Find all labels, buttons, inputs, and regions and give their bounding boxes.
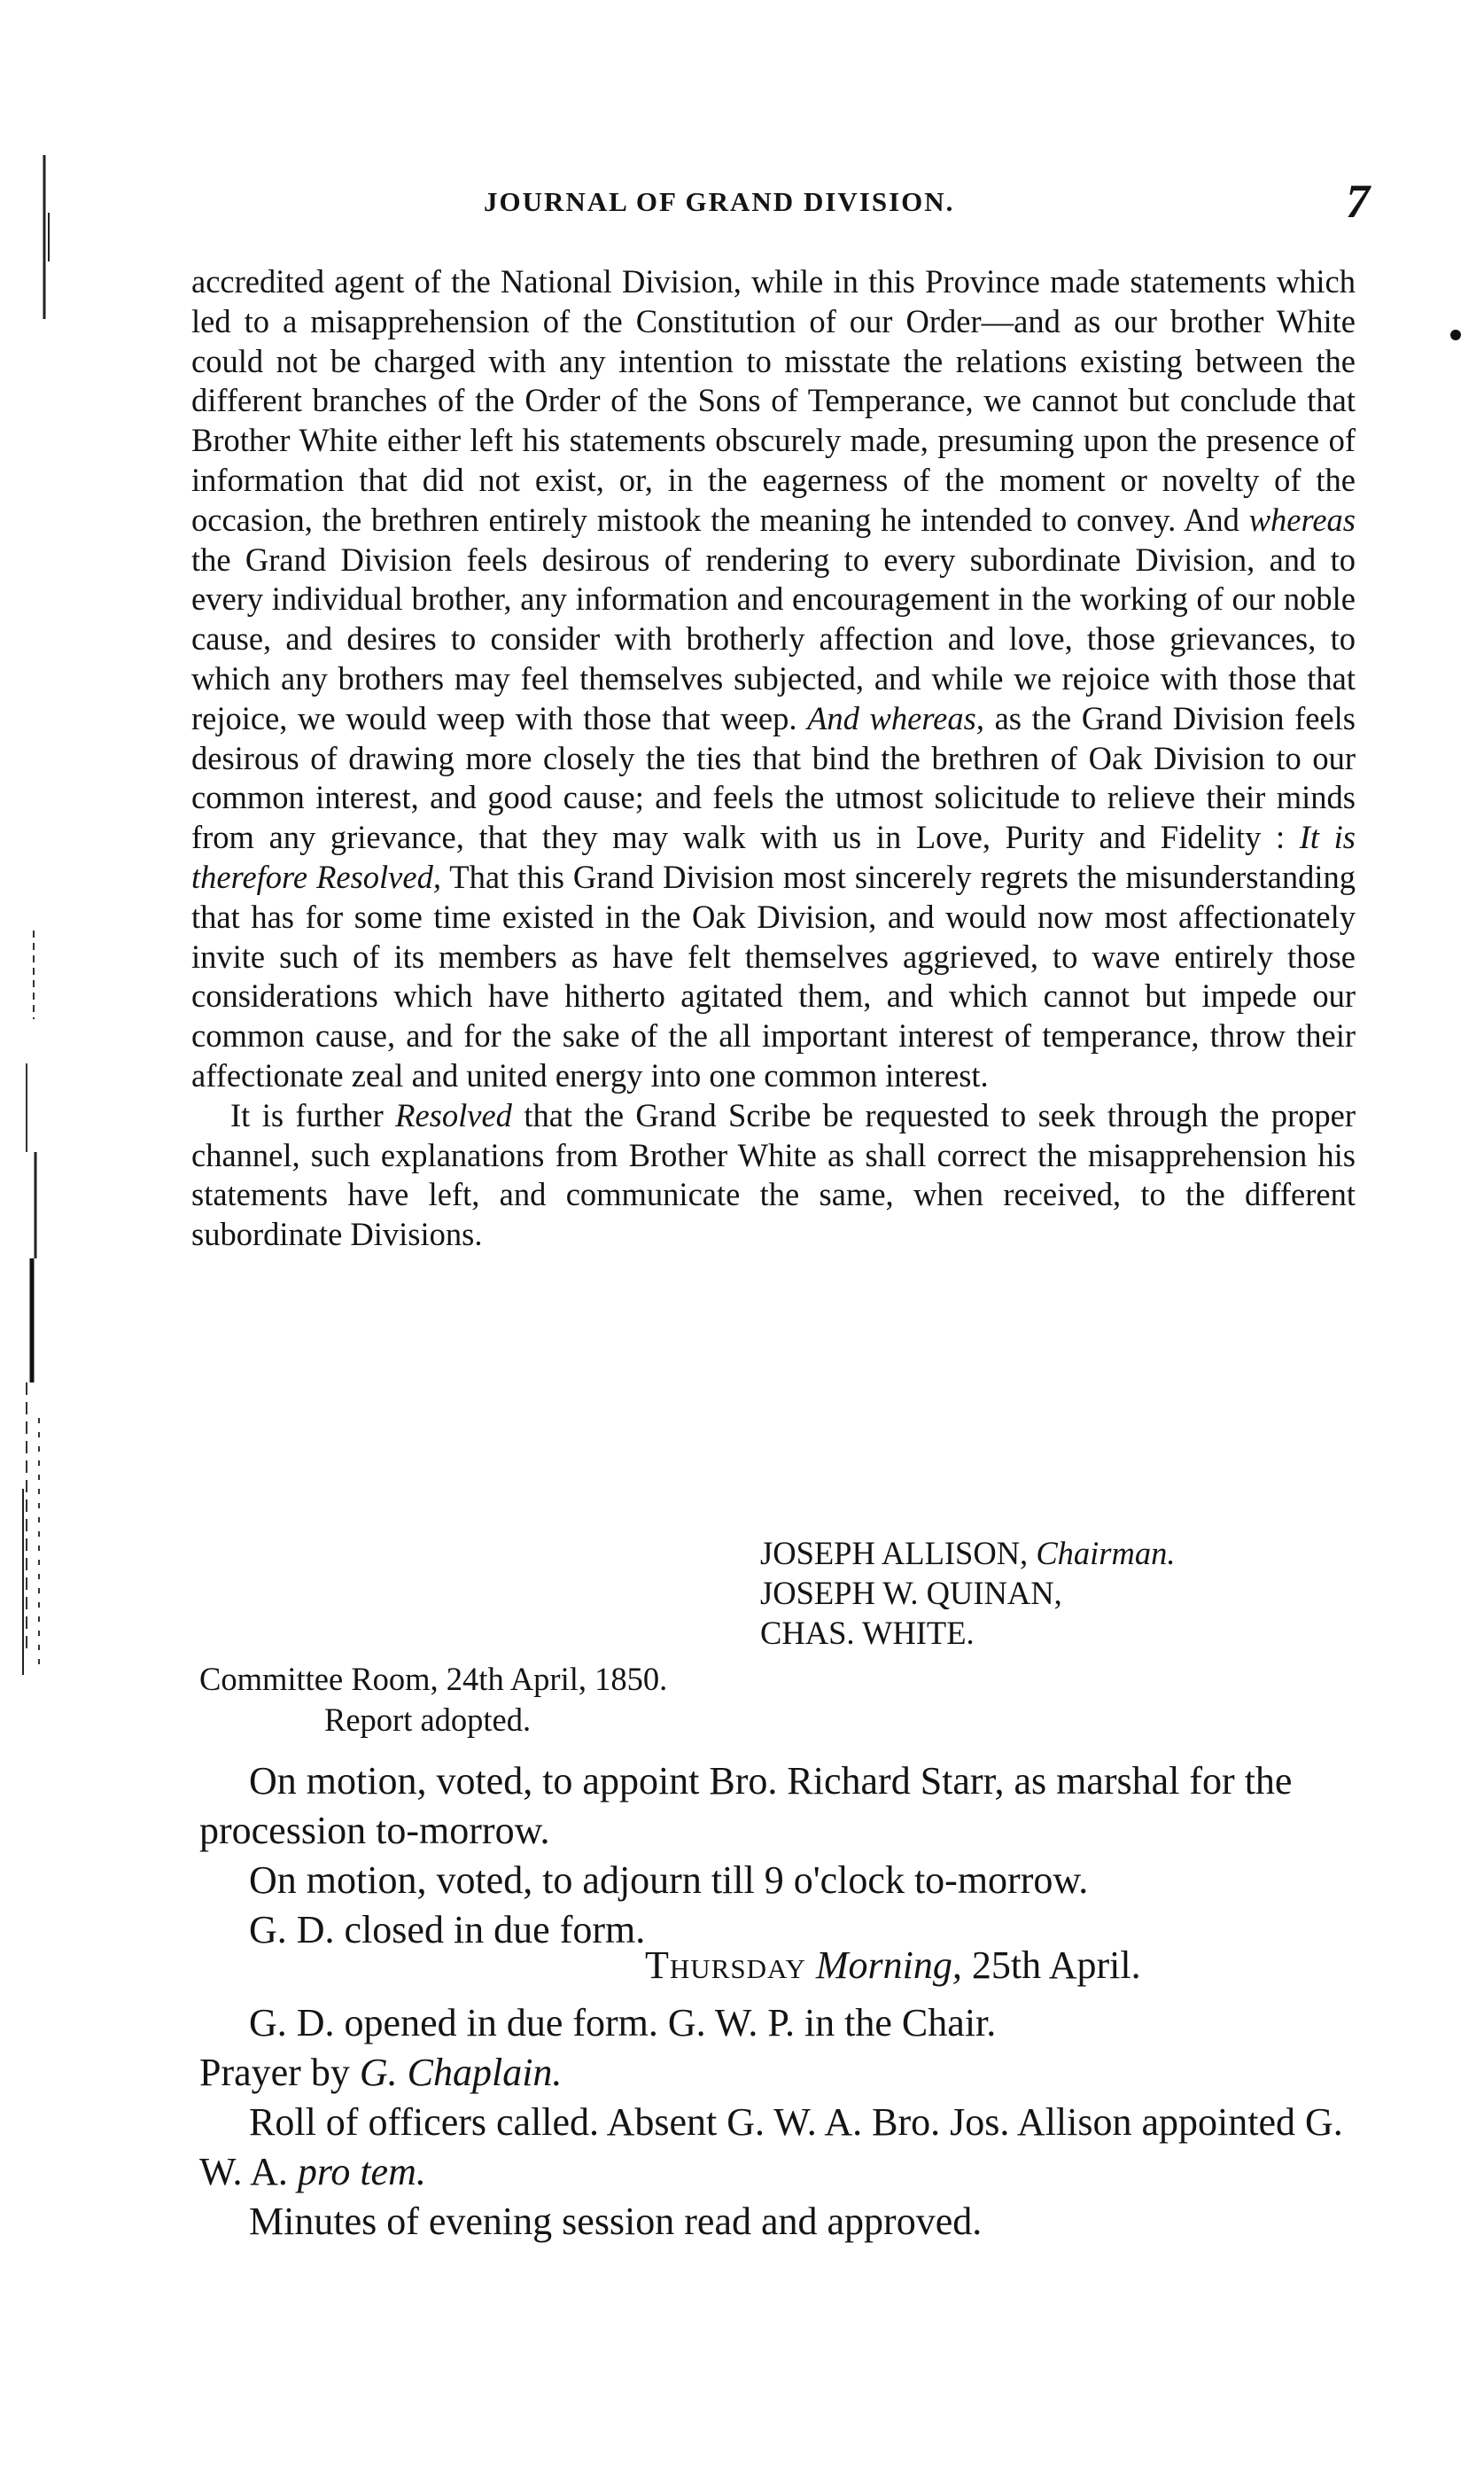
minute-entry [199,2048,1360,2098]
signature-line [760,1613,1176,1653]
minute-entry: G. D. closed in due form. [249,1908,646,1951]
signatory-name: JOSEPH W. QUINAN, [760,1575,1062,1611]
minute-entry: Minutes of evening session read and approved. [249,2200,983,2243]
minute-entry: On motion, voted, to adjourn till 9 o'clock to-morrow. [249,1858,1089,1902]
session-time: Morning, [815,1943,962,1987]
report-paragraph: that the Grand Scribe be requested to seek through the proper channel, such explanations from Brother White as shall correct the misapprehension his statements have left, and communicate the same, when received, to the different subordinate Divisions. [191,1096,1356,1253]
prayer-by: G. Chaplain. [359,2051,563,2094]
minutes-wednesday [199,1756,1360,1955]
signature-block [760,1533,1176,1653]
committee-report [191,262,1356,1255]
signatory-role: Chairman. [1036,1535,1176,1571]
running-header [191,177,1370,230]
minute-entry [199,2098,1360,2197]
margin-scan-marks [0,0,53,2492]
committee-room-date: Committee Room, 24th April, 1850. [199,1661,668,1697]
report-paragraph: the Grand Division feels desirous of rendering to every subordinate Division, and to every individual brother, any information and encouragement in the working of our noble cause, and desires to consider with brotherly affection and love, those grievances, to which any brothers may feel themselves subjected, and while we rejoice with those that rejoice, we would weep with those that weep. [191,541,1356,736]
whereas-word: whereas [1248,501,1356,538]
minute-entry: On motion, voted, to appoint Bro. Richard Starr, as marshal for the procession to-morrow. [199,1759,1293,1852]
signature-line [760,1573,1176,1613]
signatory-name: CHAS. WHITE. [760,1615,975,1651]
further-resolution [191,1096,1356,1255]
resolved-word: Resolved [395,1096,512,1133]
minute-entry: G. D. opened in due form. G. W. P. in the Chair. [249,2001,997,2044]
pro-tem: pro tem. [297,2150,426,2193]
report-paragraph: as the Grand Division feels desirous of drawing more closely the ties that bind the brethren of Oak Division to our common interest, and good cause; and feels the utmost solicitude to relieve their minds from any grievance, that they may walk with us in Love, Purity and Fidelity : [191,699,1356,856]
session-day: Thursday [645,1943,806,1987]
page-number: 7 [1346,175,1370,228]
report-paragraph: That this Grand Division most sincerely regrets the misunderstanding that has for some time existed in the Oak Division, and would now most affectionately invite such of its members as have felt themselves aggrieved, to wave entirely those considerations which have hitherto agitated them, and which cannot but impede our common cause, and for the sake of the all important interest of temperance, throw their affectionate zeal and united energy into one common interest. [191,858,1356,1094]
report-adopted: Report adopted. [324,1702,532,1738]
margin-dot [1450,330,1461,340]
report-body [191,262,1356,1096]
and-whereas-phrase: And whereas, [807,699,984,736]
session-heading [645,1941,1141,1990]
further-start: It is further [230,1096,384,1133]
signatory-name: JOSEPH ALLISON, [760,1535,1029,1571]
report-paragraph: accredited agent of the National Division, while in this Province made statements which led to a misapprehension of the Constitution of our Order—and as our brother White could not be charged with any intention to misstate the relations existing between the different branches of the Order of the Sons of Temperance, we cannot but conclude that Brother White either left his statements obscurely made, presuming upon the presence of information that did not exist, or, in the eagerness of the moment or novelty of the occasion, the brethren entirely mistook the meaning he intended to convey. And [191,263,1356,538]
minutes-thursday [199,1998,1360,2247]
prayer-prefix: Prayer by [199,2051,350,2094]
running-title: JOURNAL OF GRAND DIVISION. [484,186,955,217]
resolved-phrase: It is therefore Resolved, [191,819,1356,895]
session-date: 25th April. [971,1943,1141,1987]
roll-call: Roll of officers called. Absent G. W. A. Bro. Jos. Allison appointed G. W. A. [199,2100,1343,2193]
signature-line [760,1533,1176,1573]
